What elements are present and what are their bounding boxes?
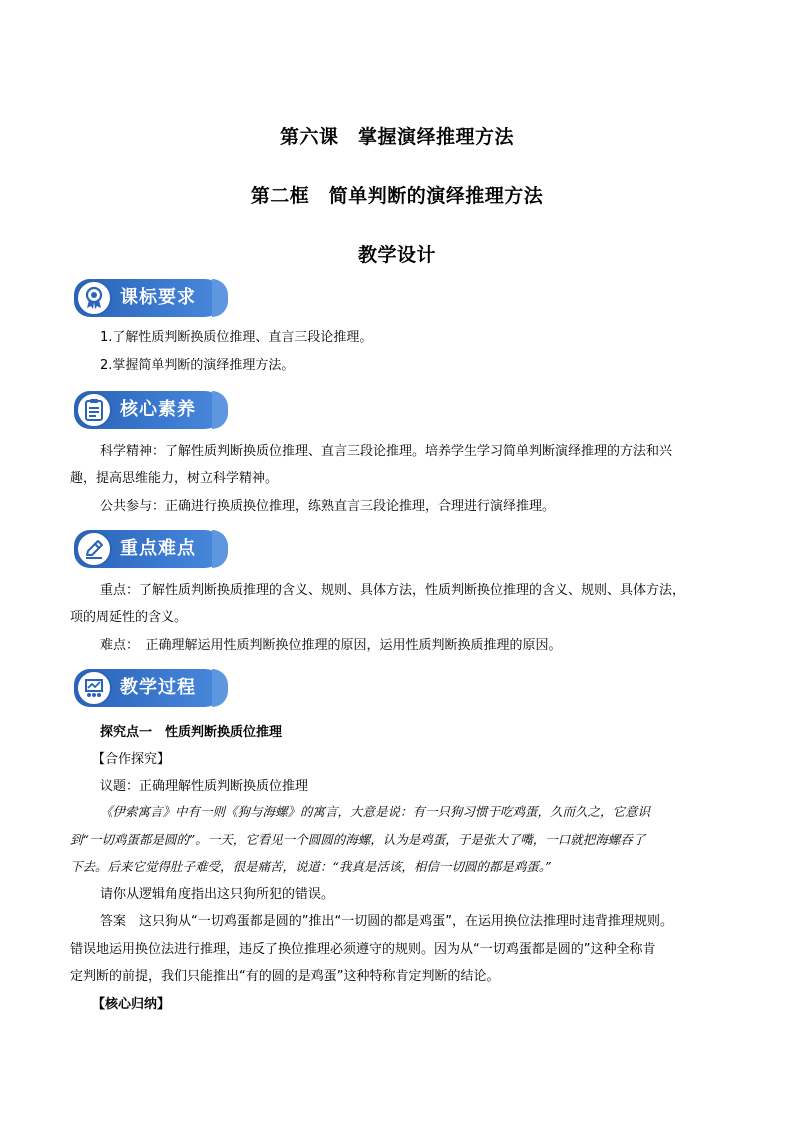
answer-line1: 答案 这只狗从“一切鸡蛋都是圆的”推出“一切圆的都是鸡蛋”，在运用换位法推理时违背推理规则。 [100, 914, 673, 929]
key-point-line2: 项的周延性的含义。 [70, 610, 188, 625]
section-title: 第二框 简单判断的演绎推理方法 [250, 185, 544, 207]
story-line2: 到“一切鸡蛋都是圆的”。一天，它看见一个圆圆的海螺，认为是鸡蛋，于是张大了嘴，一口就把海螺吞了 [70, 832, 646, 847]
award-badge-icon [76, 280, 112, 316]
story-line1: 《伊索寓言》中有一则《狗与海螺》的寓言，大意是说：有一只狗习惯于吃鸡蛋，久而久之，它意识 [100, 804, 651, 819]
key-points-banner [74, 530, 226, 568]
question-line: 请你从逻辑角度指出这只狗所犯的错误。 [100, 887, 335, 902]
pencil-edit-icon [76, 531, 112, 567]
cooperation-heading: 【合作探究】 [92, 752, 171, 767]
design-title: 教学设计 [357, 244, 436, 266]
difficulty-line: 难点： 正确理解运用性质判断换位推理的原因，运用性质判断换质推理的原因。 [100, 638, 562, 653]
checklist-icon [76, 392, 112, 428]
topic-line: 议题：正确理解性质判断换质位推理 [100, 779, 309, 794]
summary-heading: 【核心归纳】 [92, 997, 171, 1012]
answer-line2: 错误地运用换位法进行推理，违反了换位推理必须遵守的规则。因为从“一切鸡蛋都是圆的”这种全称肯 [70, 942, 656, 957]
process-banner-label: 教学过程 [120, 677, 196, 698]
literacy-banner [74, 391, 226, 429]
key-points-banner-label: 重点难点 [120, 538, 196, 559]
requirement-item-1: 1.了解性质判断换质位推理、直言三段论推理。 [100, 330, 373, 345]
requirements-banner [74, 279, 226, 317]
requirements-banner-label: 课标要求 [120, 287, 196, 308]
key-point-line1: 重点：了解性质判断换质推理的含义、规则、具体方法，性质判断换位推理的含义、规则、具体方法， [100, 583, 686, 598]
answer-line3: 定判断的前提，我们只能推出“有的圆的是鸡蛋”这种特称肯定判断的结论。 [70, 969, 500, 984]
literacy-public: 公共参与：正确进行换质换位推理，练熟直言三段论推理，合理进行演绎推理。 [100, 499, 556, 514]
inquiry-title: 探究点一 性质判断换质位推理 [100, 725, 283, 740]
literacy-science-line1: 科学精神：了解性质判断换质位推理、直言三段论推理。培养学生学习简单判断演绎推理的方法和兴 [100, 444, 673, 459]
literacy-banner-label: 核心素养 [120, 399, 196, 420]
story-line3: 下去。后来它觉得肚子难受，很是痛苦，说道：“我真是活该，相信一切圆的都是鸡蛋。” [70, 859, 552, 874]
literacy-science-line2: 趣，提高思维能力，树立科学精神。 [70, 471, 279, 486]
presentation-chart-icon [76, 670, 112, 706]
process-banner [74, 669, 226, 707]
lesson-title: 第六课 掌握演绎推理方法 [279, 126, 514, 148]
requirement-item-2: 2.掌握简单判断的演绎推理方法。 [100, 358, 295, 373]
